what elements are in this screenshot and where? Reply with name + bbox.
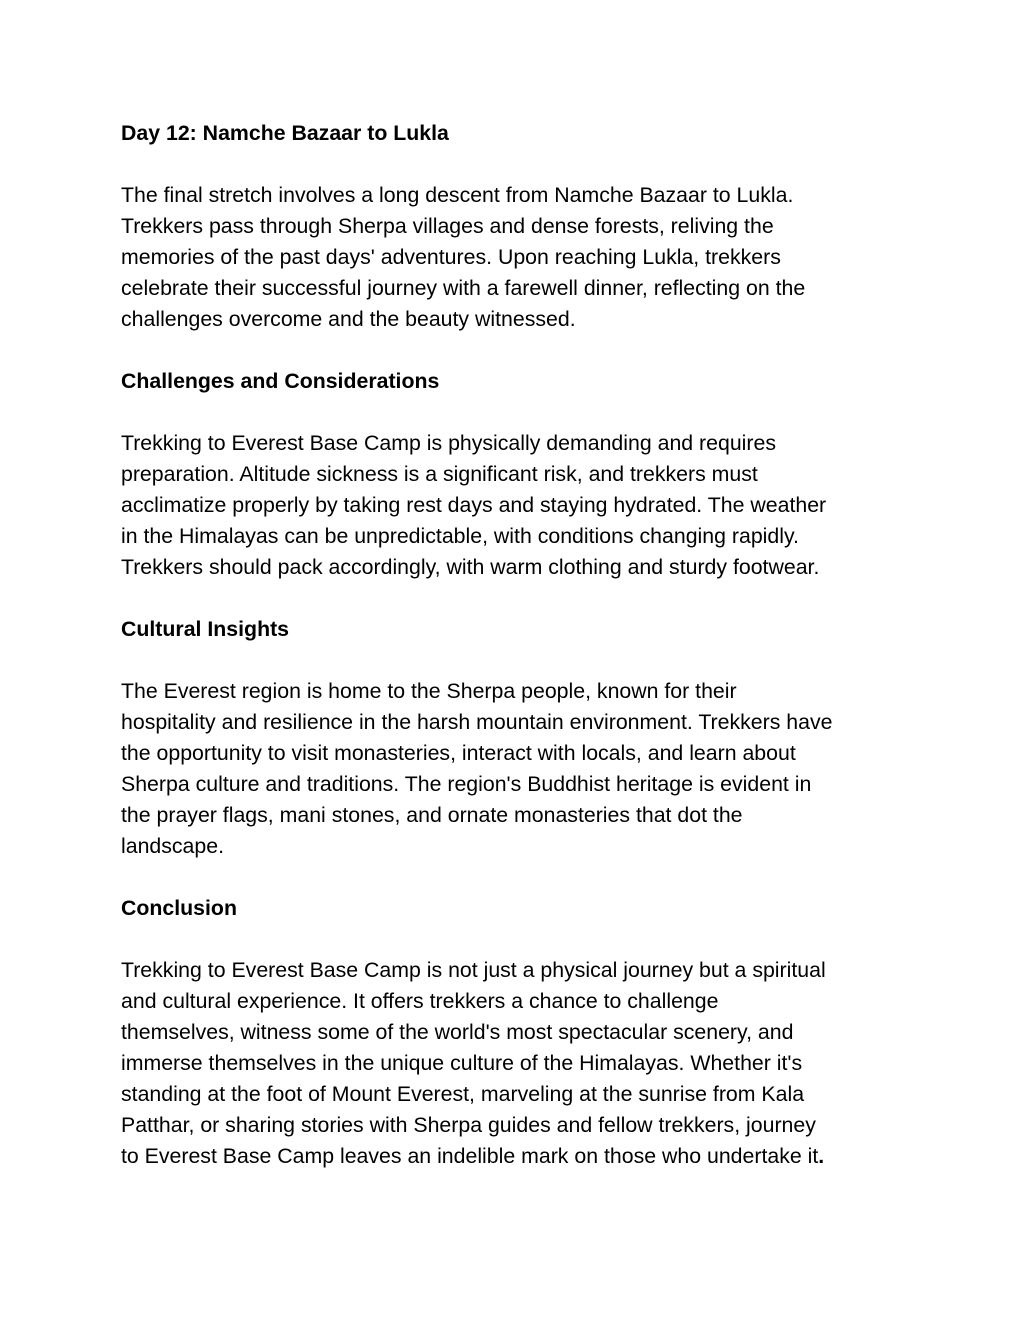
text-line: standing at the foot of Mount Everest, marveling at the sunrise from Kala bbox=[121, 1082, 805, 1106]
text-line: in the Himalayas can be unpredictable, with conditions changing rapidly. bbox=[121, 524, 799, 548]
section-heading-challenges: Challenges and Considerations bbox=[121, 369, 440, 393]
spacer bbox=[121, 397, 911, 428]
text-line: landscape. bbox=[121, 834, 225, 858]
section-heading-cultural-insights: Cultural Insights bbox=[121, 617, 290, 641]
text-line: Trekking to Everest Base Camp is physically demanding and requires bbox=[121, 431, 776, 455]
section-heading-day-12: Day 12: Namche Bazaar to Lukla bbox=[121, 121, 449, 145]
text-line: hospitality and resilience in the harsh mountain environment. Trekkers have bbox=[121, 710, 833, 734]
paragraph-cultural-insights bbox=[121, 676, 911, 862]
spacer bbox=[121, 924, 911, 955]
spacer bbox=[121, 335, 911, 366]
text-line: celebrate their successful journey with a farewell dinner, reflecting on the bbox=[121, 276, 806, 300]
text-line: Patthar, or sharing stories with Sherpa guides and fellow trekkers, journey bbox=[121, 1113, 816, 1137]
text-line: memories of the past days' adventures. Upon reaching Lukla, trekkers bbox=[121, 245, 781, 269]
text-line: preparation. Altitude sickness is a significant risk, and trekkers must bbox=[121, 462, 758, 486]
section-heading-conclusion: Conclusion bbox=[121, 896, 237, 920]
text-line: Trekkers pass through Sherpa villages and dense forests, reliving the bbox=[121, 214, 774, 238]
text-line: acclimatize properly by taking rest days and staying hydrated. The weather bbox=[121, 493, 827, 517]
text-line-final bbox=[121, 1141, 911, 1172]
paragraph-day-12 bbox=[121, 180, 911, 335]
text-line: The final stretch involves a long descent from Namche Bazaar to Lukla. bbox=[121, 183, 794, 207]
text-line: to Everest Base Camp leaves an indelible mark on those who undertake it bbox=[121, 1144, 819, 1168]
final-period: . bbox=[818, 1144, 825, 1168]
text-line: challenges overcome and the beauty witnessed. bbox=[121, 307, 576, 331]
text-line: and cultural experience. It offers trekkers a chance to challenge bbox=[121, 989, 719, 1013]
text-line: The Everest region is home to the Sherpa people, known for their bbox=[121, 679, 737, 703]
spacer bbox=[121, 862, 911, 893]
paragraph-conclusion bbox=[121, 955, 911, 1172]
spacer bbox=[121, 583, 911, 614]
paragraph-challenges bbox=[121, 428, 911, 583]
text-line: themselves, witness some of the world's most spectacular scenery, and bbox=[121, 1020, 794, 1044]
text-line: Sherpa culture and traditions. The region's Buddhist heritage is evident in bbox=[121, 772, 812, 796]
document-page bbox=[121, 118, 911, 1172]
text-line: Trekkers should pack accordingly, with warm clothing and sturdy footwear. bbox=[121, 555, 820, 579]
text-line: immerse themselves in the unique culture of the Himalayas. Whether it's bbox=[121, 1051, 803, 1075]
text-line: Trekking to Everest Base Camp is not just a physical journey but a spiritual bbox=[121, 958, 826, 982]
spacer bbox=[121, 149, 911, 180]
text-line: the opportunity to visit monasteries, interact with locals, and learn about bbox=[121, 741, 796, 765]
text-line: the prayer flags, mani stones, and ornate monasteries that dot the bbox=[121, 803, 743, 827]
spacer bbox=[121, 645, 911, 676]
